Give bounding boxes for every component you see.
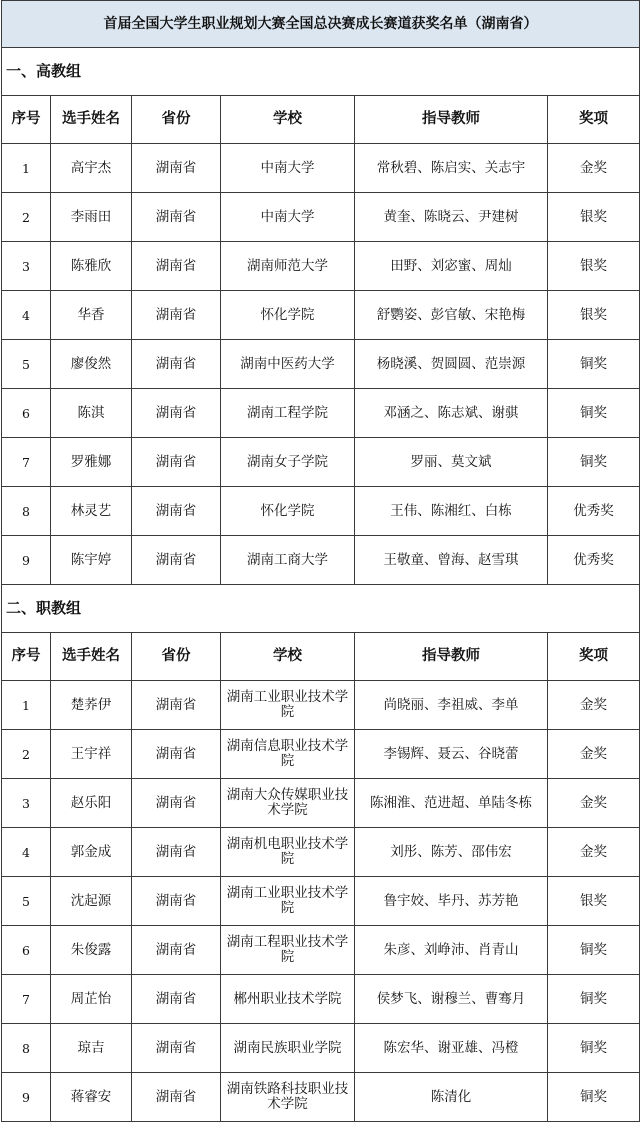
- cell-award: 银奖: [548, 193, 640, 242]
- award-table-body: [2, 1, 640, 1122]
- table-row: [2, 926, 640, 975]
- cell-seq: 9: [2, 536, 51, 585]
- cell-teachers: 陈清化: [355, 1073, 548, 1122]
- cell-name: 罗雅娜: [51, 438, 132, 487]
- table-row: [2, 681, 640, 730]
- table-row: [2, 487, 640, 536]
- cell-school: 湖南工业职业技术学院: [221, 877, 355, 926]
- cell-seq: 6: [2, 926, 51, 975]
- cell-province: 湖南省: [132, 438, 221, 487]
- cell-award: 铜奖: [548, 340, 640, 389]
- table-row: [2, 242, 640, 291]
- table-row: [2, 291, 640, 340]
- cell-province: 湖南省: [132, 828, 221, 877]
- cell-province: 湖南省: [132, 291, 221, 340]
- table-row: [2, 438, 640, 487]
- cell-school: 郴州职业技术学院: [221, 975, 355, 1024]
- cell-name: 蒋睿安: [51, 1073, 132, 1122]
- cell-award: 银奖: [548, 291, 640, 340]
- cell-province: 湖南省: [132, 877, 221, 926]
- cell-name: 王宇祥: [51, 730, 132, 779]
- cell-name: 郭金成: [51, 828, 132, 877]
- cell-seq: 7: [2, 438, 51, 487]
- cell-award: 铜奖: [548, 1073, 640, 1122]
- cell-school: 湖南工商大学: [221, 536, 355, 585]
- cell-school: 湖南工程学院: [221, 389, 355, 438]
- table-row: [2, 389, 640, 438]
- cell-award: 铜奖: [548, 1024, 640, 1073]
- cell-teachers: 杨晓溪、贺圆圆、范崇源: [355, 340, 548, 389]
- cell-teachers: 陈宏华、谢亚雄、冯橙: [355, 1024, 548, 1073]
- cell-teachers: 李锡辉、聂云、谷晓蕾: [355, 730, 548, 779]
- header-name: 选手姓名: [51, 96, 132, 144]
- cell-award: 铜奖: [548, 926, 640, 975]
- cell-province: 湖南省: [132, 681, 221, 730]
- header-school: 学校: [221, 633, 355, 681]
- section-row: [2, 585, 640, 633]
- cell-teachers: 舒鹦姿、彭官敏、宋艳梅: [355, 291, 548, 340]
- cell-teachers: 鲁宇姣、毕丹、苏芳艳: [355, 877, 548, 926]
- cell-province: 湖南省: [132, 730, 221, 779]
- cell-province: 湖南省: [132, 193, 221, 242]
- table-row: [2, 779, 640, 828]
- cell-school: 湖南民族职业学院: [221, 1024, 355, 1073]
- section-row: [2, 48, 640, 96]
- cell-name: 廖俊然: [51, 340, 132, 389]
- cell-school: 湖南工业职业技术学院: [221, 681, 355, 730]
- cell-seq: 5: [2, 340, 51, 389]
- cell-award: 金奖: [548, 828, 640, 877]
- table-row: [2, 144, 640, 193]
- cell-school: 湖南铁路科技职业技术学院: [221, 1073, 355, 1122]
- cell-school: 湖南中医药大学: [221, 340, 355, 389]
- cell-name: 陈淇: [51, 389, 132, 438]
- header-seq: 序号: [2, 96, 51, 144]
- cell-seq: 9: [2, 1073, 51, 1122]
- cell-name: 赵乐阳: [51, 779, 132, 828]
- cell-seq: 3: [2, 242, 51, 291]
- cell-award: 金奖: [548, 144, 640, 193]
- section-title: 二、职教组: [2, 585, 640, 633]
- cell-seq: 3: [2, 779, 51, 828]
- cell-teachers: 刘彤、陈芳、邵伟宏: [355, 828, 548, 877]
- table-row: [2, 877, 640, 926]
- table-row: [2, 340, 640, 389]
- cell-seq: 7: [2, 975, 51, 1024]
- cell-school: 中南大学: [221, 144, 355, 193]
- cell-award: 优秀奖: [548, 487, 640, 536]
- cell-province: 湖南省: [132, 779, 221, 828]
- cell-seq: 6: [2, 389, 51, 438]
- cell-teachers: 田野、刘宓蜜、周灿: [355, 242, 548, 291]
- cell-teachers: 黄奎、陈晓云、尹建树: [355, 193, 548, 242]
- cell-name: 高宇杰: [51, 144, 132, 193]
- cell-seq: 1: [2, 144, 51, 193]
- table-row: [2, 1073, 640, 1122]
- cell-seq: 2: [2, 193, 51, 242]
- cell-seq: 5: [2, 877, 51, 926]
- cell-award: 金奖: [548, 730, 640, 779]
- cell-award: 铜奖: [548, 438, 640, 487]
- cell-province: 湖南省: [132, 242, 221, 291]
- cell-name: 沈起源: [51, 877, 132, 926]
- header-province: 省份: [132, 633, 221, 681]
- cell-seq: 2: [2, 730, 51, 779]
- cell-name: 陈雅欣: [51, 242, 132, 291]
- header-row: [2, 96, 640, 144]
- table-row: [2, 828, 640, 877]
- cell-teachers: 尚晓丽、李祖威、李单: [355, 681, 548, 730]
- cell-school: 湖南工程职业技术学院: [221, 926, 355, 975]
- cell-school: 湖南机电职业技术学院: [221, 828, 355, 877]
- cell-award: 优秀奖: [548, 536, 640, 585]
- cell-award: 银奖: [548, 877, 640, 926]
- cell-teachers: 邓涵之、陈志斌、谢骐: [355, 389, 548, 438]
- cell-province: 湖南省: [132, 487, 221, 536]
- cell-name: 朱俊露: [51, 926, 132, 975]
- table-title: 首届全国大学生职业规划大赛全国总决赛成长赛道获奖名单（湖南省）: [2, 1, 640, 48]
- section-title: 一、高教组: [2, 48, 640, 96]
- cell-award: 铜奖: [548, 389, 640, 438]
- table-row: [2, 730, 640, 779]
- cell-name: 李雨田: [51, 193, 132, 242]
- cell-school: 怀化学院: [221, 291, 355, 340]
- cell-seq: 4: [2, 828, 51, 877]
- cell-school: 湖南师范大学: [221, 242, 355, 291]
- cell-name: 林灵艺: [51, 487, 132, 536]
- header-school: 学校: [221, 96, 355, 144]
- cell-school: 湖南大众传媒职业技术学院: [221, 779, 355, 828]
- cell-name: 楚荞伊: [51, 681, 132, 730]
- cell-seq: 4: [2, 291, 51, 340]
- cell-province: 湖南省: [132, 1024, 221, 1073]
- header-seq: 序号: [2, 633, 51, 681]
- cell-name: 琼吉: [51, 1024, 132, 1073]
- cell-teachers: 王敬童、曾海、赵雪琪: [355, 536, 548, 585]
- cell-province: 湖南省: [132, 144, 221, 193]
- cell-award: 金奖: [548, 681, 640, 730]
- cell-school: 中南大学: [221, 193, 355, 242]
- cell-province: 湖南省: [132, 975, 221, 1024]
- cell-school: 湖南信息职业技术学院: [221, 730, 355, 779]
- cell-teachers: 罗丽、莫文斌: [355, 438, 548, 487]
- header-teachers: 指导教师: [355, 633, 548, 681]
- cell-school: 怀化学院: [221, 487, 355, 536]
- table-row: [2, 193, 640, 242]
- cell-seq: 1: [2, 681, 51, 730]
- cell-teachers: 常秋碧、陈启实、关志宇: [355, 144, 548, 193]
- cell-province: 湖南省: [132, 926, 221, 975]
- award-table: [1, 0, 640, 1122]
- cell-teachers: 朱彦、刘峥沛、肖青山: [355, 926, 548, 975]
- table-row: [2, 975, 640, 1024]
- cell-teachers: 王伟、陈湘红、白栋: [355, 487, 548, 536]
- header-award: 奖项: [548, 633, 640, 681]
- table-row: [2, 536, 640, 585]
- cell-award: 铜奖: [548, 975, 640, 1024]
- cell-name: 陈宇婷: [51, 536, 132, 585]
- cell-seq: 8: [2, 1024, 51, 1073]
- cell-name: 华香: [51, 291, 132, 340]
- cell-name: 周芷怡: [51, 975, 132, 1024]
- cell-province: 湖南省: [132, 536, 221, 585]
- cell-award: 金奖: [548, 779, 640, 828]
- cell-teachers: 侯梦飞、谢穆兰、曹骞月: [355, 975, 548, 1024]
- cell-province: 湖南省: [132, 1073, 221, 1122]
- cell-award: 银奖: [548, 242, 640, 291]
- title-row: [2, 1, 640, 48]
- header-row: [2, 633, 640, 681]
- cell-province: 湖南省: [132, 340, 221, 389]
- header-award: 奖项: [548, 96, 640, 144]
- table-row: [2, 1024, 640, 1073]
- cell-seq: 8: [2, 487, 51, 536]
- header-name: 选手姓名: [51, 633, 132, 681]
- cell-school: 湖南女子学院: [221, 438, 355, 487]
- header-teachers: 指导教师: [355, 96, 548, 144]
- cell-province: 湖南省: [132, 389, 221, 438]
- header-province: 省份: [132, 96, 221, 144]
- cell-teachers: 陈湘淮、范进超、单陆冬栋: [355, 779, 548, 828]
